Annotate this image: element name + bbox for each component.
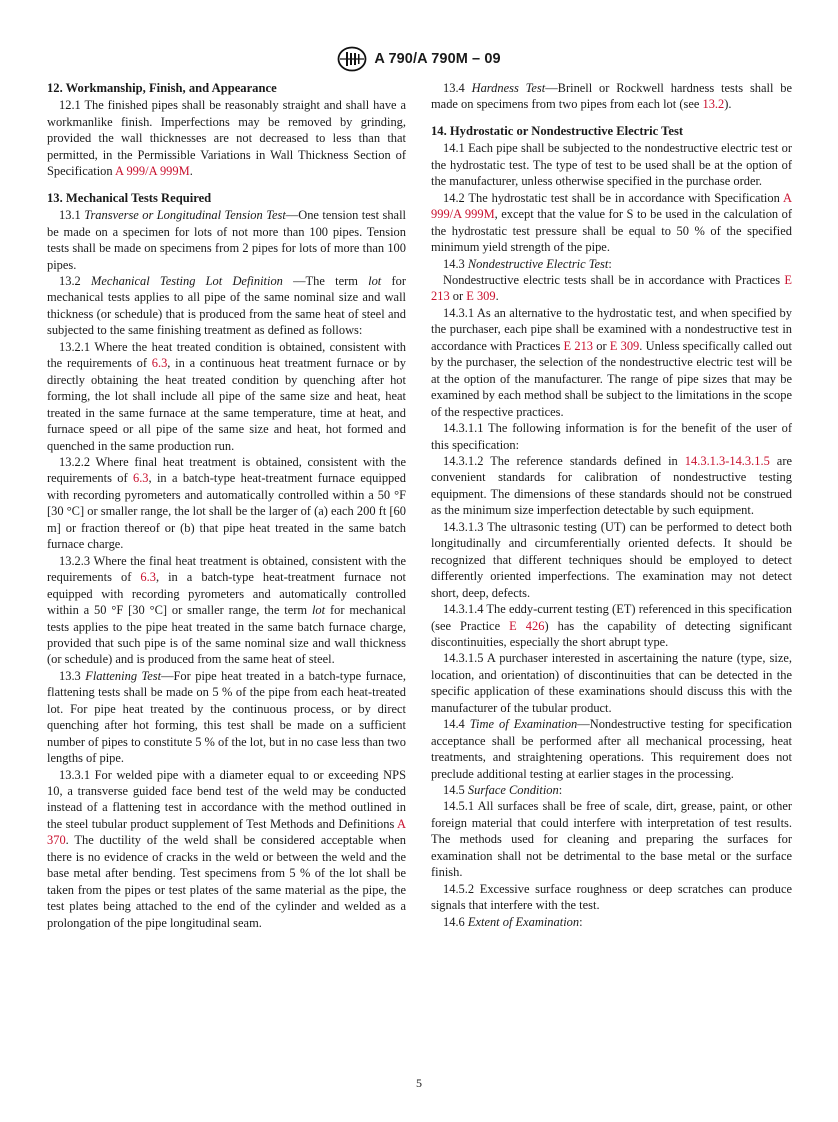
link-e213[interactable]: E 213 — [431, 272, 792, 304]
para-14-5: 14.5 Surface Condition: — [443, 783, 563, 798]
link-a370[interactable]: A 370 — [47, 816, 406, 848]
para-14-3-1-2: 14.3.1.2 The reference standards defined in 14.3.1.3-14.3.1.5 are convenient standards for calibration of nondestructive testing equipment. The dimensions of these standards should not be construed as the minimum size imperfection detectable by such equipment. — [431, 453, 792, 518]
page-header — [0, 46, 838, 77]
designation: A 790/A 790M – 09 — [374, 51, 501, 67]
para-14-5-1: 14.5.1 All surfaces shall be free of scale, dirt, grease, paint, or other foreign material that could interfere with interpretation of test results. The methods used for cleaning and preparing the surfaces for examination shall not be detrimental to the base metal or the surface finish. — [431, 799, 792, 880]
astm-logo-icon — [337, 46, 367, 72]
left-column — [47, 80, 406, 931]
para-14-3-1-4: 14.3.1.4 The eddy-current testing (ET) referenced in this specification (see Practice E 426) has the capability of detecting significant discontinuities, especially the short abrupt type. — [431, 602, 793, 649]
para-13-2-3: 13.2.3 Where the final heat treatment is obtained, consistent with the requirements of 6.3, in a batch-type heat-treatment furnace not equipped with recording pyrometers and automatically controlled within a 50 °F [30 °C] or smaller range, the term lot for mechanical tests applies to the pipe heat treated in the same batch furnace charge, provided that such pipe is of the same nominal size and wall thickness (or schedule) and is produced from the same heat of steel. — [47, 553, 406, 667]
section-14-heading: 14. Hydrostatic or Nondestructive Electric Test — [431, 123, 684, 138]
para-14-4: 14.4 Time of Examination—Nondestructive testing for specification acceptance shall be performed after all mechanical processing, heat treatments, and straightening operations. This requirement does not preclude additional testing at earlier stages in the processing. — [431, 717, 792, 781]
para-12-1: 12.1 The finished pipes shall be reasonably straight and shall have a workmanlike finish. Imperfections may be removed by grinding, provided the wall thicknesses are not decreased to less than that permitted, in the Permissible Variations in Wall Thickness Section of Specification A 999/A 999M. — [47, 98, 406, 179]
para-14-3-1-5: 14.3.1.5 A purchaser interested in ascertaining the nature (type, size, location, and orientation) of discontinuities that can be detected in the specific application of these examinations should discuss this with the manufacturer of the tubular product. — [431, 651, 792, 715]
section-13-heading: 13. Mechanical Tests Required — [47, 190, 212, 205]
para-14-1: 14.1 Each pipe shall be subjected to the nondestructive electric test or the hydrostatic test. The type of test to be used shall be at the option of the manufacturer, unless otherwise specified in the purchase order. — [431, 141, 792, 189]
para-13-2-1: 13.2.1 Where the heat treated condition is obtained, consistent with the requirements of 6.3, in a continuous heat treatment furnace or by directly obtaining the heat treated condition by quenching after hot forming, the lot shall include all pipe of the same size and heat, heat treated in the same furnace at the same temperature, time at heat, and furnace speed or all pipe of the same size and heat, hot formed and quenched in the same production run. — [47, 339, 406, 453]
link-e309[interactable]: E 309 — [609, 338, 640, 353]
link-6-3[interactable]: 6.3 — [140, 570, 156, 585]
para-14-3-1: 14.3.1 As an alternative to the hydrostatic test, and when specified by the purchaser, each pipe shall be examined with a nondestructive test in accordance with Practices E 213 or E 309. Unless specifically called out by the purchaser, the selection of the nondestructive electric test will be at the option of the manufacturer. The range of pipe sizes that may be examined by each method shall be subject to the limitations in the scope of the respective practices. — [431, 305, 792, 419]
para-13-1: 13.1 Transverse or Longitudinal Tension Test—One tension test shall be made on a specimen for lots of not more than 100 pipes. Tension tests shall be made on specimens from 2 pipes for lots of more than 100 pipes. — [47, 208, 406, 272]
link-e426[interactable]: E 426 — [509, 618, 545, 633]
link-13-2[interactable]: 13.2 — [702, 97, 725, 112]
right-column — [431, 80, 792, 930]
para-14-3-1-1: 14.3.1.1 The following information is for the benefit of the user of this specification: — [431, 421, 792, 452]
para-14-3: 14.3 Nondestructive Electric Test: — [443, 256, 612, 271]
link-6-3[interactable]: 6.3 — [151, 356, 168, 371]
para-14-6: 14.6 Extent of Examination: — [443, 914, 583, 929]
link-a999[interactable]: A 999/A 999M — [115, 164, 190, 179]
para-14-3-1-3: 14.3.1.3 The ultrasonic testing (UT) can be performed to detect both longitudinally and circumferentially oriented defects. It should be recognized that different techniques should be employed to detect differently oriented imperfections. The examination may not detect short, deep, defects. — [431, 519, 792, 600]
para-13-2-2: 13.2.2 Where final heat treatment is obtained, consistent with the requirements of 6.3, in a batch-type heat-treatment furnace equipped with recording pyrometers and automatically controlled within a 50 °F [30 °C] or smaller range, the lot shall be the larger of (a) each 200 ft [60 m] or fraction thereof or (b) that pipe heat treated in the same batch furnace charge. — [47, 454, 407, 552]
para-14-2: 14.2 The hydrostatic test shall be in accordance with Specification A 999/A 999M, except that the value for S to be used in the calculation of the hydrostatic test pressure shall be equal to 50 % of the specified minimum yield strength of the pipe. — [431, 190, 793, 255]
link-6-3[interactable]: 6.3 — [132, 471, 149, 486]
para-13-2: 13.2 Mechanical Testing Lot Definition —The term lot for mechanical tests applies to all pipe of the same nominal size and wall thickness (or schedule) that is produced from the same heat of steel and subjected to the same finishing treatment as defined as follows: — [47, 273, 406, 338]
page-number: 5 — [416, 1076, 422, 1090]
link-e309[interactable]: E 309 — [466, 289, 496, 304]
link-14-3-1-3[interactable]: 14.3.1.3-14.3.1.5 — [684, 453, 770, 468]
link-e213[interactable]: E 213 — [563, 338, 594, 353]
para-13-4: 13.4 Hardness Test—Brinell or Rockwell hardness tests shall be made on specimens from two pipes from each lot (see 13.2). — [431, 81, 793, 112]
para-13-3: 13.3 Flattening Test—For pipe heat treated in a batch-type furnace, flattening tests shall be made on 5 % of the pipe from each heat-treated lot. For pipe heat treated by the continuous process, or by direct quenching after hot forming, this test shall be made on a sufficient number of pipes to constitute 5 % of the lot, but in no case less than two lengths of pipe. — [47, 668, 406, 766]
para-14-3-body: Nondestructive electric tests shall be in accordance with Practices E 213 or E 309. — [431, 272, 792, 304]
para-14-5-2: 14.5.2 Excessive surface roughness or deep scratches can produce signals that interfere with the test. — [431, 881, 792, 913]
para-13-3-1: 13.3.1 For welded pipe with a diameter equal to or exceeding NPS 10, a transverse guided face bend test of the weld may be conducted instead of a flattening test in accordance with the method outlined in the steel tubular product supplement of Test Methods and Definitions A 370. The ductility of the weld shall be considered acceptable when there is no evidence of cracks in the weld or between the weld and the base metal after bending. Test specimens from 5 % of the lot shall be taken from the pipes or test plates of the same material as the pipe, the test plates being attached to the end of the cylinder and welded as a prolongation of the pipe longitudinal seam. — [47, 767, 406, 930]
link-a999[interactable]: A 999/A 999M — [431, 190, 792, 222]
section-12-heading: 12. Workmanship, Finish, and Appearance — [47, 81, 277, 95]
